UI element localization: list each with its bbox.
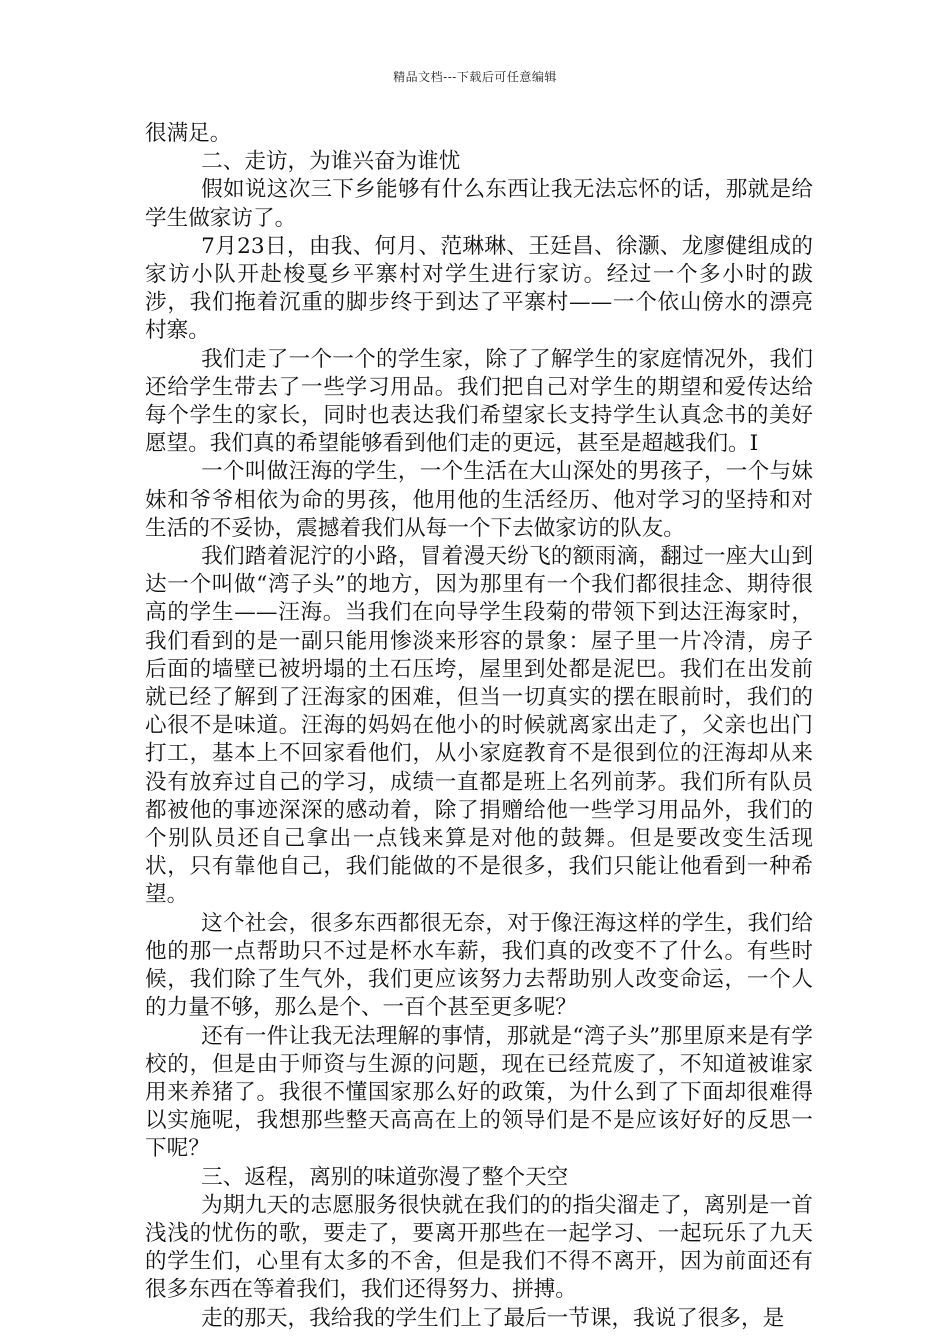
section-heading-visit: 二、走访，为谁兴奋为谁忧 [201, 149, 461, 175]
paragraph: 为期九天的志愿服务很快就在我们的的指尖溜走了，离别是一首浅浅的忧伤的歌，要走了，要离开那些在一起学习、一起玩乐了九天的学生们，心里有太多的不舍，但是我们不得不离开，因为前面还有很多东西在等着我们，我们还得努力、拼搏。 [145, 1192, 813, 1303]
paragraph: 这个社会，很多东西都很无奈，对于像汪海这样的学生，我们给他的那一点帮助只不过是杯水车薪，我们真的改变不了什么。有些时候，我们除了生气外，我们更应该努力去帮助别人改变命运，一个人的力量不够，那么是个、一百个甚至更多呢？ [145, 910, 813, 1021]
paragraph: 7月23日，由我、何月、范琳琳、王廷昌、徐灏、龙廖健组成的家访小队开赴梭戛乡平寨村对学生进行家访。经过一个多小时的跋涉，我们拖着沉重的脚步终于到达了平寨村——一个依山傍水的漂亮村寨。 [145, 233, 813, 344]
paragraph: 假如说这次三下乡能够有什么东西让我无法忘怀的话，那就是给学生做家访了。 [145, 177, 813, 231]
paragraph: 我们踏着泥泞的小路，冒着漫天纷飞的额雨滴，翻过一座大山到达一个叫做“湾子头”的地方，因为那里有一个我们都很挂念、期待很高的学生——汪海。当我们在向导学生段菊的带领下到达汪海家时，我们看到的是一副只能用惨淡来形容的景象：屋子里一片冷清，房子后面的墙壁已被坍塌的土石压垮，屋里到处都是泥巴。我们在出发前就已经了解到了汪海家的困难，但当一切真实的摆在眼前时，我们的心很不是味道。汪海的妈妈在他小的时候就离家出走了，父亲也出门打工，基本上不回家看他们，从小家庭教育不是很到位的汪海却从来没有放弃过自己的学习，成绩一直都是班上名列前茅。我们所有队员都被他的事迹深深的感动着，除了捐赠给他一些学习用品外，我们的个别队员还自己拿出一点钱来算是对他的鼓舞。但是要改变生活现状，只有靠他自己，我们能做的不是很多，我们只能让他看到一种希望。 [145, 544, 813, 908]
paragraph: 我们走了一个一个的学生家，除了了解学生的家庭情况外，我们还给学生带去了一些学习用品。我们把自己对学生的期望和爱传达给每个学生的家长，同时也表达我们希望家长支持学生认真念书的美好愿望。我们真的希望能够看到他们走的更远，甚至是超越我们。I [145, 346, 813, 457]
paragraph-continued: 很满足。 [145, 121, 232, 146]
section-heading-return: 三、返程，离别的味道弥漫了整个天空 [201, 1164, 569, 1190]
page-header: 精品文档---下载后可任意编辑 [393, 70, 557, 84]
paragraph: 还有一件让我无法理解的事情，那就是“湾子头”那里原来是有学校的，但是由于师资与生源的问题，现在已经荒废了，不知道被谁家用来养猪了。我很不懂国家那么好的政策，为什么到了下面却很难得以实施呢，我想那些整天高高在上的领导们是不是应该好好的反思一下呢？ [145, 1023, 813, 1162]
paragraph: 走的那天，我给我的学生们上了最后一节课，我说了很多，是 [201, 1305, 785, 1331]
paragraph: 一个叫做汪海的学生，一个生活在大山深处的男孩子，一个与妹妹和爷爷相依为命的男孩，他用他的生活经历、他对学习的坚持和对生活的不妥协，震撼着我们从每一个下去做家访的队友。 [145, 459, 813, 541]
body-text [145, 120, 813, 1333]
